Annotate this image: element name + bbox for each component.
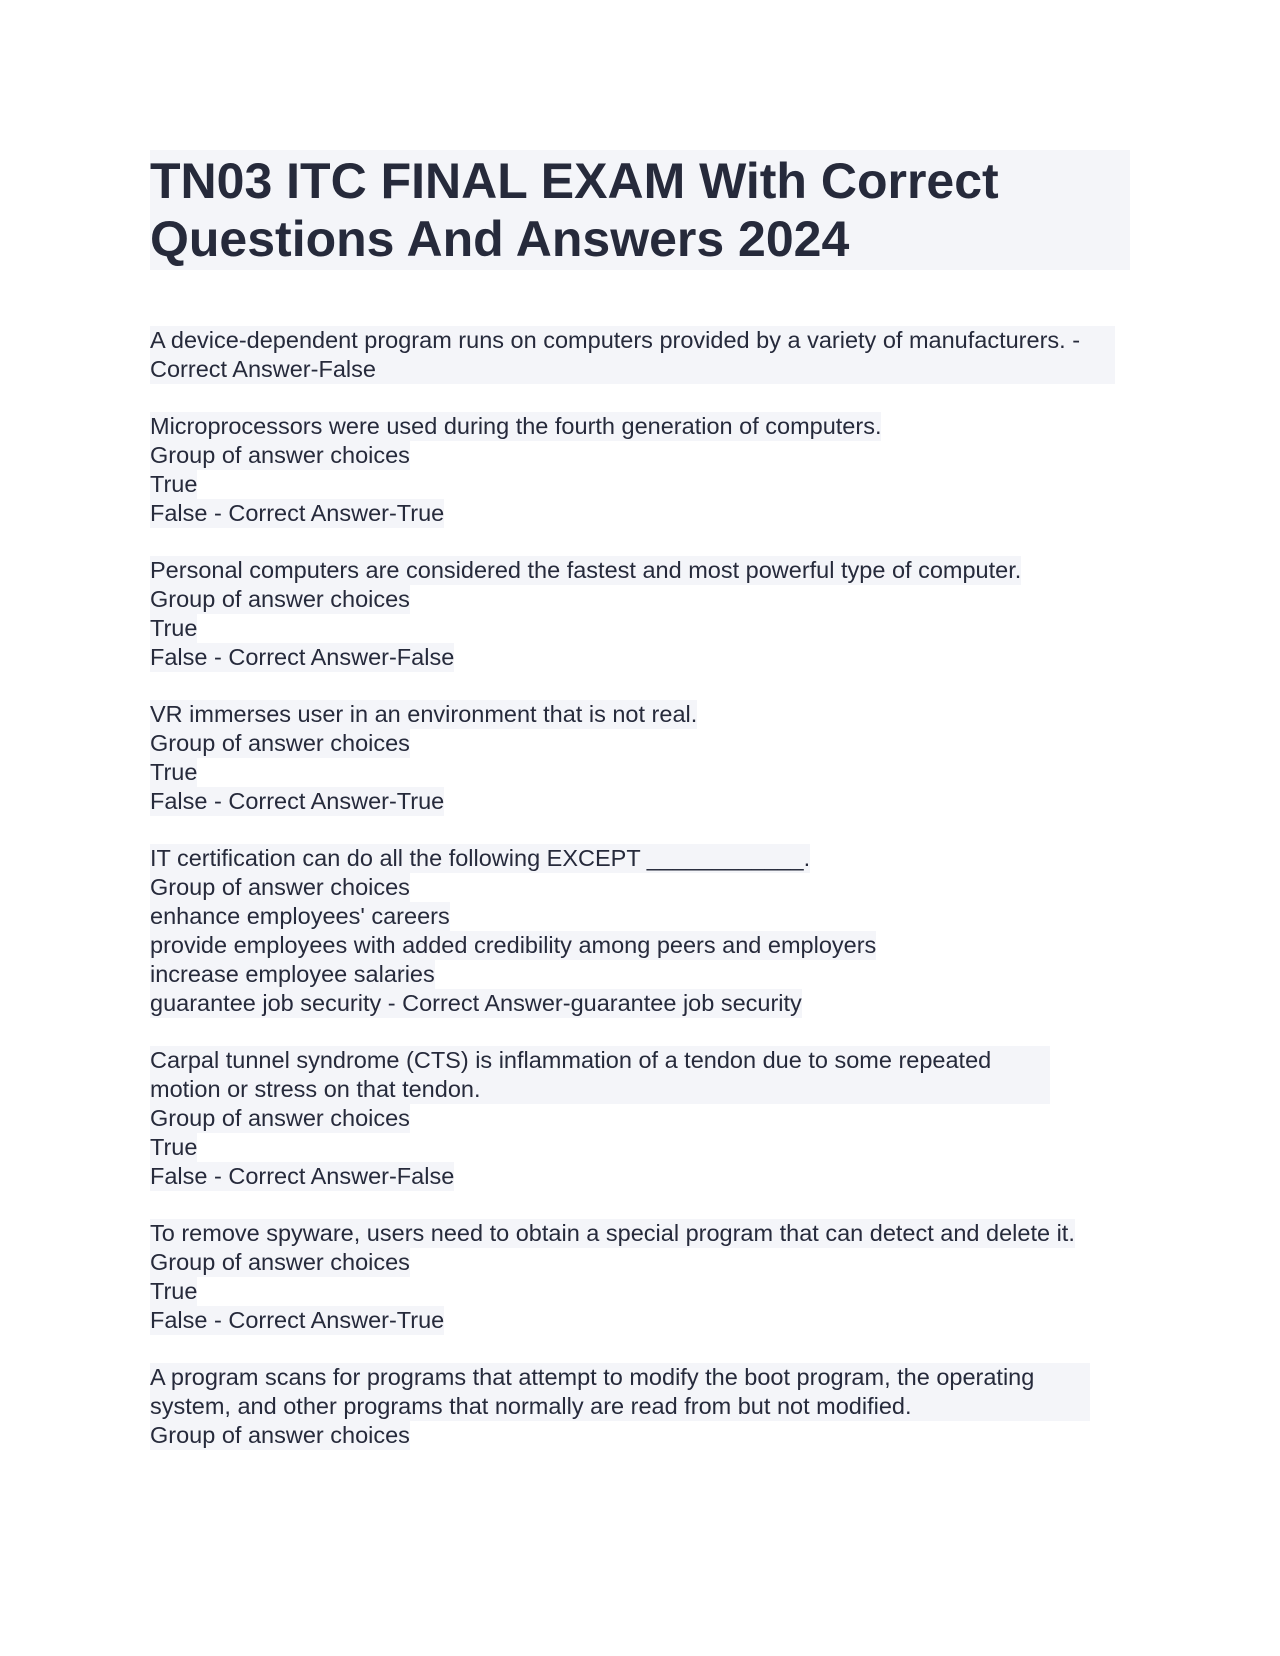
question-list [150, 326, 1130, 1450]
question-text: Personal computers are considered the fastest and most powerful type of computer. [150, 557, 1022, 583]
question-text: VR immerses user in an environment that is not real. [150, 701, 698, 727]
choices-label: Group of answer choices [150, 586, 410, 612]
question-block [150, 326, 1130, 384]
answer-choice: True [150, 471, 198, 497]
choices-label: Group of answer choices [150, 1249, 410, 1275]
answer-choice-correct: False - Correct Answer-False [150, 1163, 455, 1189]
title-block [150, 150, 1130, 270]
question-block [150, 556, 1130, 672]
answer-choice: True [150, 759, 198, 785]
answer-choice-correct: False - Correct Answer-False [150, 644, 455, 670]
answer-choice-correct: False - Correct Answer-True [150, 788, 445, 814]
question-block [150, 1046, 1130, 1191]
choices-label: Group of answer choices [150, 1422, 410, 1448]
answer-choice: increase employee salaries [150, 961, 435, 987]
choices-label: Group of answer choices [150, 442, 410, 468]
answer-choice-correct: False - Correct Answer-True [150, 500, 445, 526]
choices-label: Group of answer choices [150, 874, 410, 900]
document-page [150, 150, 1130, 1478]
question-text: A device-dependent program runs on computers provided by a variety of manufacturers. - Correct Answer-False [150, 326, 1115, 384]
answer-choice-correct: guarantee job security - Correct Answer-guarantee job security [150, 990, 802, 1016]
question-text: To remove spyware, users need to obtain a special program that can detect and delete it. [150, 1220, 1075, 1246]
question-block [150, 1363, 1130, 1450]
question-text: Microprocessors were used during the fourth generation of computers. [150, 413, 882, 439]
question-block [150, 1219, 1130, 1335]
document-title: TN03 ITC FINAL EXAM With Correct Questions And Answers 2024 [150, 153, 999, 267]
answer-choice: provide employees with added credibility among peers and employers [150, 932, 877, 958]
question-text: Carpal tunnel syndrome (CTS) is inflammation of a tendon due to some repeated motion or stress on that tendon. [150, 1046, 1050, 1104]
answer-choice-correct: False - Correct Answer-True [150, 1307, 445, 1333]
answer-choice: True [150, 1134, 198, 1160]
question-text: A program scans for programs that attempt to modify the boot program, the operating system, and other programs that normally are read from but not modified. [150, 1363, 1090, 1421]
choices-label: Group of answer choices [150, 1105, 410, 1131]
answer-choice: True [150, 615, 198, 641]
choices-label: Group of answer choices [150, 730, 410, 756]
question-block [150, 844, 1130, 1018]
answer-choice: enhance employees' careers [150, 903, 450, 929]
question-block [150, 700, 1130, 816]
question-text: IT certification can do all the following EXCEPT ____________. [150, 845, 811, 871]
answer-choice: True [150, 1278, 198, 1304]
question-block [150, 412, 1130, 528]
